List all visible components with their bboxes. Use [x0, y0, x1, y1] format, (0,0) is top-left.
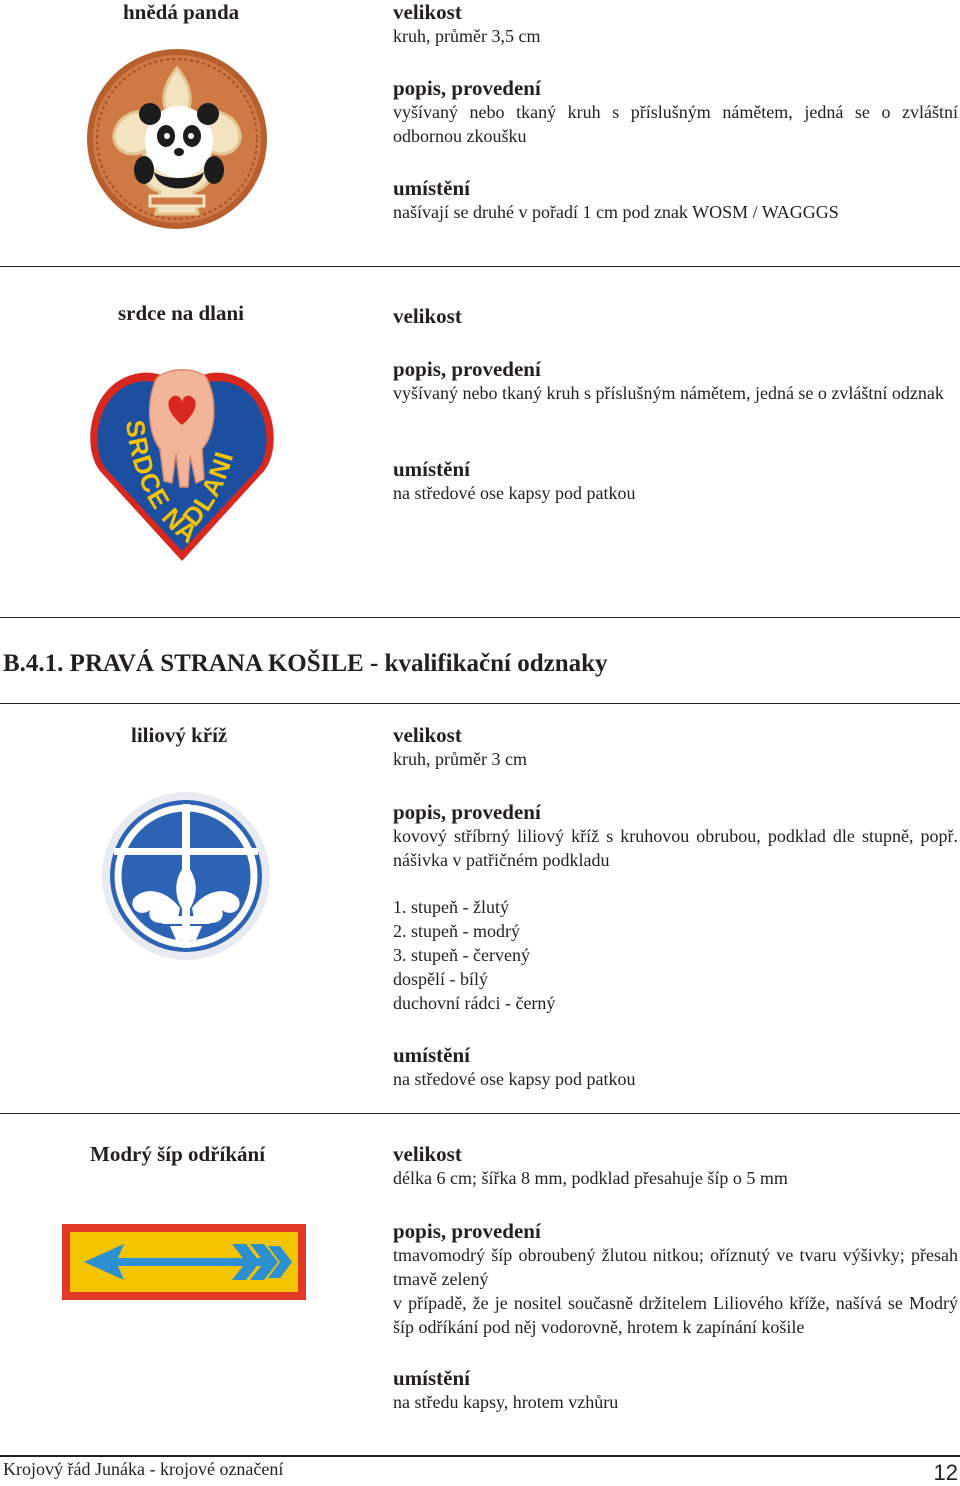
- panda-badge-image: [84, 46, 270, 232]
- section-title: B.4.1. PRAVÁ STRANA KOŠILE - kvalifikační odznaky: [3, 650, 608, 677]
- item-name-heart: srdce na dlani: [118, 301, 245, 325]
- size-heading: velikost: [393, 304, 462, 328]
- description-value: vyšívaný nebo tkaný kruh s příslušným námětem, jedná se o zvláštní odznak: [393, 383, 944, 403]
- blue-arrow-badge-image: [62, 1224, 306, 1300]
- footer-divider: [0, 1455, 960, 1457]
- description-value: kovový stříbrný liliový kříž s kruhovou obrubou, podklad dle stupně, popř. nášivka v patřičném podkladu: [393, 826, 958, 870]
- size-heading: velikost: [393, 0, 462, 24]
- placement-value: na středu kapsy, hrotem vzhůru: [393, 1392, 619, 1412]
- divider: [0, 1113, 960, 1114]
- description-heading: popis, provedení: [393, 800, 541, 824]
- placement-heading: umístění: [393, 457, 471, 481]
- grade-item: 2. stupeň - modrý: [393, 921, 520, 941]
- placement-value: našívají se druhé v pořadí 1 cm pod znak WOSM / WAGGGS: [393, 202, 839, 222]
- placement-heading: umístění: [393, 176, 471, 200]
- svg-text:SRDCE NA DLANI: [120, 418, 240, 549]
- divider: [0, 703, 960, 704]
- grade-item: dospělí - bílý: [393, 969, 488, 989]
- description-heading: popis, provedení: [393, 1219, 541, 1243]
- page-number: 12: [933, 1460, 958, 1485]
- lily-cross-badge-image: [100, 790, 272, 962]
- grade-item: duchovní rádci - černý: [393, 993, 556, 1013]
- description-value: vyšívaný nebo tkaný kruh s příslušným námětem, jedná se o zvláštní odbornou zkoušku: [393, 102, 958, 146]
- badge-text: SRDCE NA DLANI: [119, 418, 240, 549]
- footer-text: Krojový řád Junáka - krojové označení: [3, 1459, 284, 1479]
- divider: [0, 266, 960, 267]
- placement-heading: umístění: [393, 1043, 471, 1067]
- placement-value: na středové ose kapsy pod patkou: [393, 483, 636, 503]
- size-heading: velikost: [393, 723, 462, 747]
- size-heading: velikost: [393, 1142, 462, 1166]
- divider: [0, 617, 960, 618]
- description-value-2: v případě, že je nositel současně držitelem Liliového kříže, našívá se Modrý šíp odříkání pod něj vodorovně, hrotem k zapínání košile: [393, 1293, 958, 1337]
- item-name-lily-cross: liliový kříž: [131, 723, 228, 747]
- item-name-panda: hnědá panda: [123, 0, 240, 24]
- size-value: kruh, průměr 3 cm: [393, 749, 527, 769]
- item-name-blue-arrow: Modrý šíp odříkání: [90, 1142, 266, 1166]
- grade-item: 3. stupeň - červený: [393, 945, 530, 965]
- description-heading: popis, provedení: [393, 357, 541, 381]
- size-value: kruh, průměr 3,5 cm: [393, 26, 541, 46]
- size-value: délka 6 cm; šířka 8 mm, podklad přesahuje šíp o 5 mm: [393, 1168, 788, 1188]
- heart-badge-lettering: [86, 363, 278, 565]
- description-value: tmavomodrý šíp obroubený žlutou nitkou; oříznutý ve tvaru výšivky; přesah tmavě zelený: [393, 1245, 958, 1289]
- grade-item: 1. stupeň - žlutý: [393, 897, 509, 917]
- placement-heading: umístění: [393, 1366, 471, 1390]
- description-heading: popis, provedení: [393, 76, 541, 100]
- placement-value: na středové ose kapsy pod patkou: [393, 1069, 636, 1089]
